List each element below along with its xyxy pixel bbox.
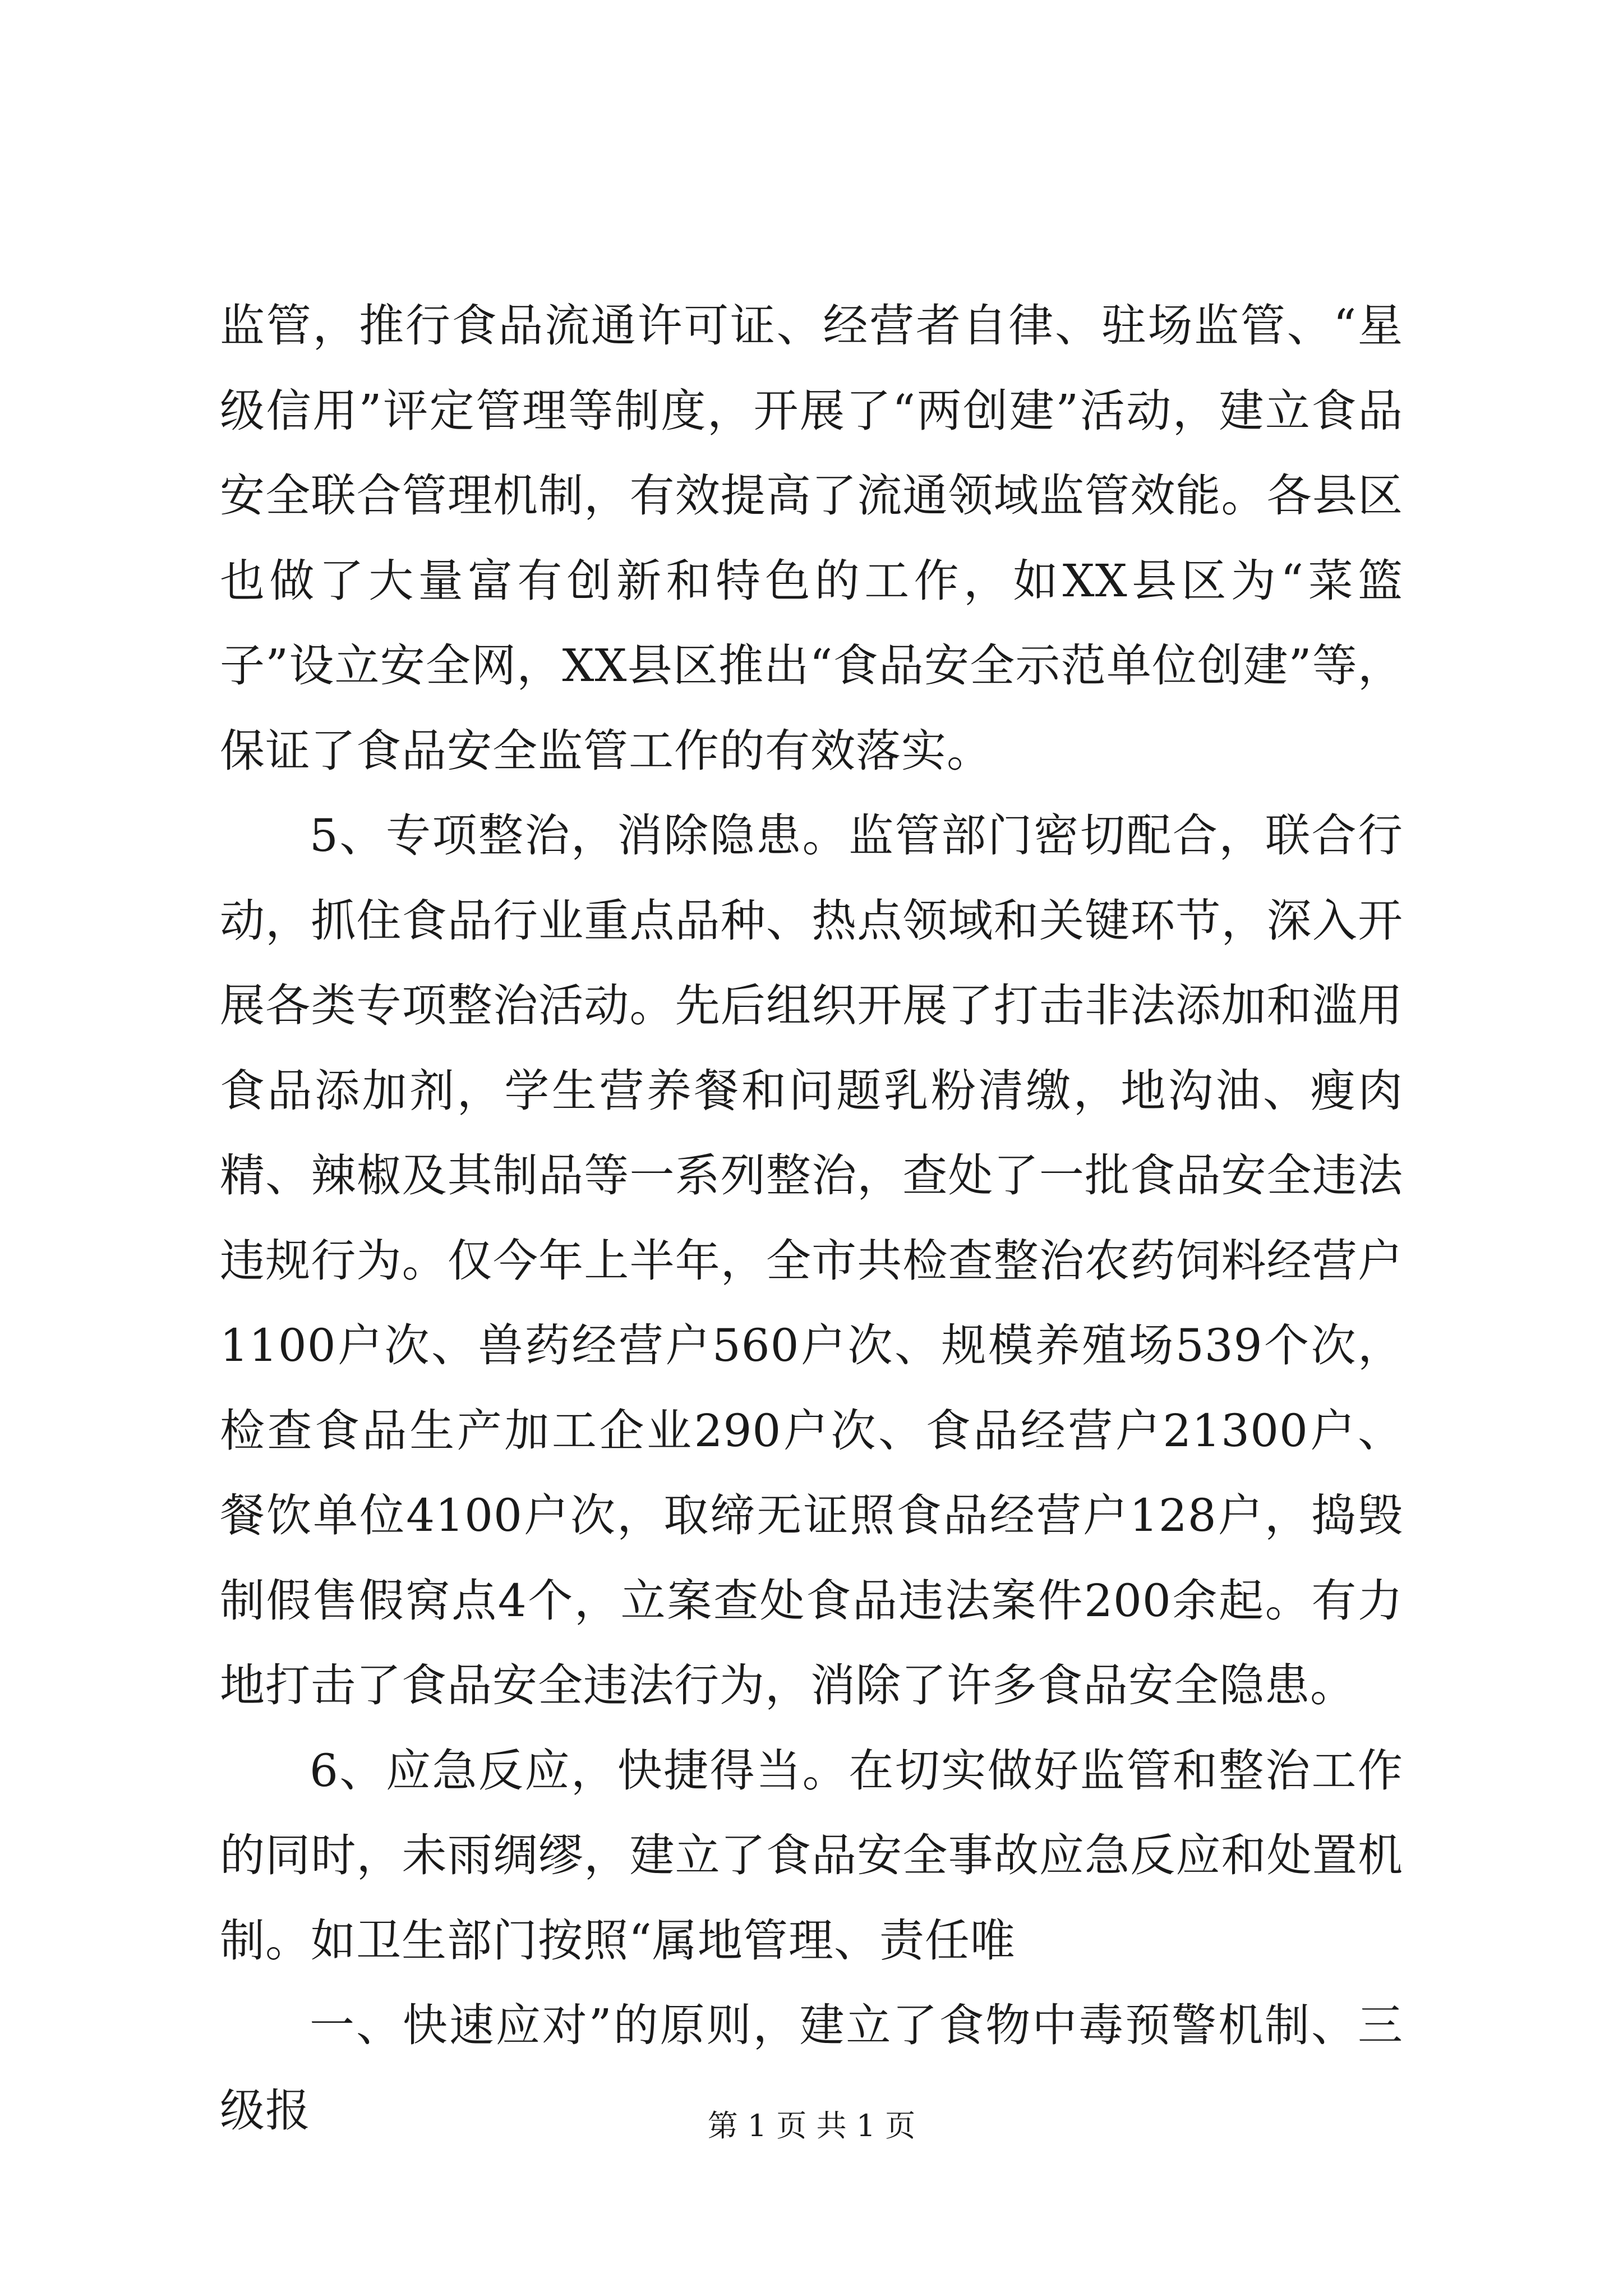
paragraph-fragment: 一、快速应对”的原则，建立了食物中毒预警机制、三级报 <box>220 1999 1403 2137</box>
paragraph-continuation: 监管，推行食品流通许可证、经营者自律、驻场监管、“星级信用”评定管理等制度，开展了“两创建”活动，建立食品安全联合管理机制，有效提高了流通领域监管效能。各县区也做了大量富有创新和特色的工作，如XX县区为“菜篮子”设立安全网，XX县区推出“食品安全示范单位创建”等，保证了食品安全监管工作的有效落实。 <box>220 300 1403 777</box>
page-footer: 第 1 页 共 1 页 <box>707 2108 916 2143</box>
document-body <box>220 283 1403 2153</box>
paragraph-section-5: 5、专项整治，消除隐患。监管部门密切配合，联合行动，抓住食品行业重点品种、热点领域和关键环节，深入开展各类专项整治活动。先后组织开展了打击非法添加和滥用食品添加剂，学生营养餐和问题乳粉清缴，地沟油、瘦肉精、辣椒及其制品等一系列整治，查处了一批食品安全违法违规行为。仅今年上半年，全市共检查整治农药饲料经营户1100户次、兽药经营户560户次、规模养殖场539个次，检查食品生产加工企业290户次、食品经营户21300户、餐饮单位4100户次，取缔无证照食品经营户128户，捣毁制假售假窝点4个，立案查处食品违法案件200余起。有力地打击了食品安全违法行为，消除了许多食品安全隐患。 <box>220 809 1403 1711</box>
paragraph-section-6: 6、应急反应，快捷得当。在切实做好监管和整治工作的同时，未雨绸缪，建立了食品安全事故应急反应和处置机制。如卫生部门按照“属地管理、责任唯 <box>220 1744 1403 1967</box>
